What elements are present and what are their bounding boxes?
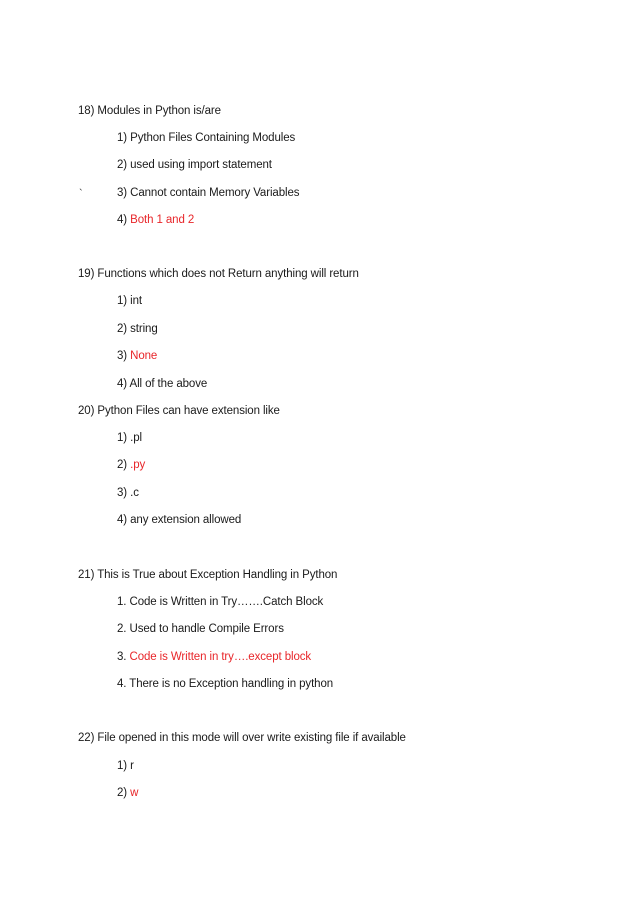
correct-answer: None [130,350,158,362]
option-text: r [130,760,134,772]
question-20: 20) Python Files can have extension like [78,405,280,417]
stray-mark: ` [79,188,83,200]
option-number: 4) [117,214,131,226]
option-number: 2) [117,159,131,171]
option-text: int [130,295,142,307]
option-number: 4. [117,678,130,690]
option-21-2 [117,622,284,636]
option-number: 3) [117,487,131,499]
question-18: 18) Modules in Python is/are [78,105,221,117]
question-19: 19) Functions which does not Return anything will return [78,268,359,280]
option-19-3 [117,349,157,363]
option-number: 3) [117,187,131,199]
option-20-4 [117,513,241,527]
question-21: 21) This is True about Exception Handling in Python [78,569,338,581]
option-number: 1) [117,132,131,144]
option-18-2 [117,158,272,172]
option-number: 2) [117,459,131,471]
option-number: 3) [117,350,131,362]
question-22: 22) File opened in this mode will over write existing file if available [78,732,406,744]
option-text: string [130,323,158,335]
option-19-4 [117,377,207,391]
option-20-2 [117,458,145,472]
option-22-1 [117,759,134,773]
option-number: 3. [117,651,130,663]
option-19-2 [117,322,158,336]
option-number: 1) [117,432,131,444]
option-text: .c [130,487,139,499]
option-text: any extension allowed [130,514,242,526]
option-number: 1. [117,596,130,608]
option-text: There is no Exception handling in python [129,678,334,690]
option-21-1 [117,595,323,609]
option-21-4 [117,677,333,691]
option-20-1 [117,431,142,445]
option-text: .pl [130,432,142,444]
option-20-3 [117,486,139,500]
option-number: 2. [117,623,130,635]
option-21-3 [117,650,311,664]
option-number: 2) [117,323,131,335]
option-text: used using import statement [130,159,272,171]
option-number: 1) [117,295,131,307]
option-22-2 [117,786,138,800]
option-18-1 [117,131,295,145]
option-text: Used to handle Compile Errors [129,623,284,635]
correct-answer: .py [130,459,146,471]
option-18-3 [117,186,299,200]
correct-answer: Both 1 and 2 [130,214,195,226]
option-text: Python Files Containing Modules [130,132,296,144]
option-number: 4) [117,514,131,526]
correct-answer: Code is Written in try….except block [129,651,312,663]
option-number: 2) [117,787,131,799]
option-19-1 [117,294,142,308]
option-text: All of the above [129,378,208,390]
option-text: Cannot contain Memory Variables [130,187,300,199]
correct-answer: w [130,787,139,799]
option-number: 4) [117,378,130,390]
option-18-4 [117,213,194,227]
option-text: Code is Written in Try…….Catch Block [129,596,324,608]
option-number: 1) [117,760,131,772]
